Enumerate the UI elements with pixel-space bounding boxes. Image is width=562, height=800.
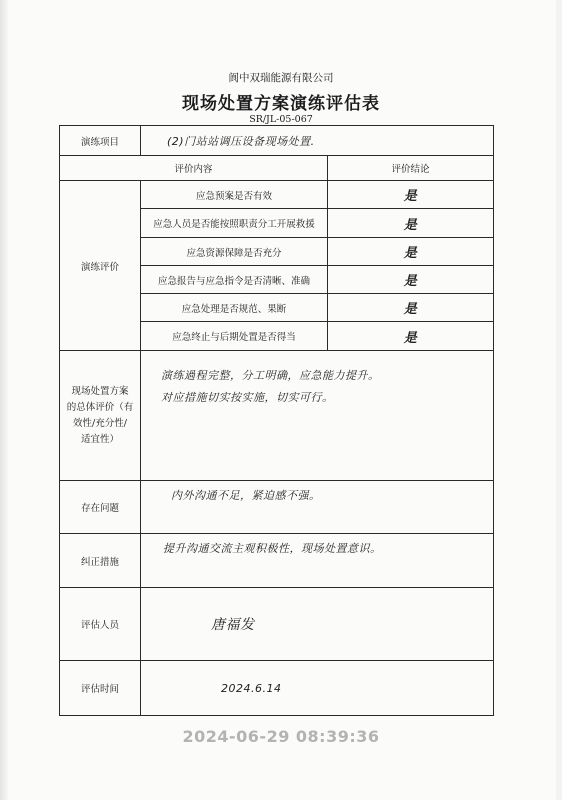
result-handwriting: 是 bbox=[403, 302, 418, 317]
timestamp-watermark: 2024-06-29 08:39:36 bbox=[182, 727, 380, 746]
eval-item-content: 应急处理是否规范、果断 bbox=[141, 294, 328, 322]
evaluator-row bbox=[60, 588, 494, 661]
measures-label: 纠正措施 bbox=[60, 534, 141, 588]
overall-handwriting-line: 对应措施切实按实施，切实可行。 bbox=[161, 391, 334, 404]
measures-value bbox=[141, 534, 494, 588]
overall-label bbox=[60, 351, 141, 481]
evaluator-label: 评估人员 bbox=[60, 588, 141, 661]
problems-label: 存在问题 bbox=[60, 481, 141, 534]
overall-row bbox=[60, 351, 494, 481]
content-header: 评价内容 bbox=[60, 156, 328, 181]
form-title: 现场处置方案演练评估表 bbox=[182, 94, 380, 114]
problems-value bbox=[141, 481, 494, 534]
eval-label: 演练评价 bbox=[60, 181, 141, 351]
conclusion-header: 评价结论 bbox=[328, 156, 494, 181]
eval-item-result bbox=[328, 294, 494, 322]
eval-item-content: 应急预案是否有效 bbox=[141, 181, 328, 209]
eval-item-content: 应急报告与应急指令是否清晰、准确 bbox=[141, 266, 328, 294]
eval-item-result bbox=[328, 209, 494, 238]
time-handwriting: 2024.6.14 bbox=[221, 681, 282, 695]
overall-label-line: 现场处置方案 bbox=[71, 385, 129, 397]
overall-handwriting-line: 演练過程完整，分工明确，应急能力提升。 bbox=[161, 369, 380, 382]
form-code: SR/JL-05-067 bbox=[249, 114, 313, 125]
measures-row bbox=[60, 534, 494, 588]
measures-handwriting: 提升沟通交流主观积极性，现场处置意识。 bbox=[163, 542, 382, 555]
eval-item-content: 应急人员是否能按照职责分工开展救援 bbox=[141, 209, 328, 238]
result-handwriting: 是 bbox=[403, 330, 418, 346]
result-handwriting: 是 bbox=[403, 189, 418, 204]
evaluation-form-table bbox=[59, 125, 494, 716]
eval-item-result bbox=[328, 266, 494, 294]
eval-item-result bbox=[328, 181, 494, 209]
header-row bbox=[60, 156, 494, 181]
project-label: 演练项目 bbox=[60, 126, 141, 156]
result-handwriting: 是 bbox=[403, 274, 418, 289]
eval-item-result bbox=[328, 238, 494, 266]
overall-label-line: 的总体评价（有 bbox=[66, 401, 134, 413]
evaluator-value bbox=[141, 588, 494, 661]
overall-value bbox=[141, 351, 494, 481]
project-value bbox=[141, 126, 494, 156]
eval-row bbox=[60, 181, 494, 209]
problems-row bbox=[60, 481, 494, 534]
overall-label-line: 效性/充分性/ bbox=[73, 417, 127, 429]
time-value bbox=[141, 661, 494, 716]
time-label: 评估时间 bbox=[60, 661, 141, 716]
eval-item-content: 应急终止与后期处置是否得当 bbox=[141, 322, 328, 351]
problems-handwriting: 内外沟通不足，紧迫感不强。 bbox=[171, 489, 321, 502]
eval-item-content: 应急资源保障是否充分 bbox=[141, 238, 328, 266]
result-handwriting: 是 bbox=[403, 217, 418, 233]
project-handwriting: (2)门站站调压设备现场处置. bbox=[167, 134, 315, 148]
project-row bbox=[60, 126, 494, 156]
time-row bbox=[60, 661, 494, 716]
company-name: 阆中双瑞能源有限公司 bbox=[228, 72, 334, 84]
eval-item-result bbox=[328, 322, 494, 351]
evaluator-signature: 唐福发 bbox=[211, 617, 255, 633]
overall-label-line: 适宜性） bbox=[80, 433, 119, 445]
result-handwriting: 是 bbox=[403, 246, 418, 261]
